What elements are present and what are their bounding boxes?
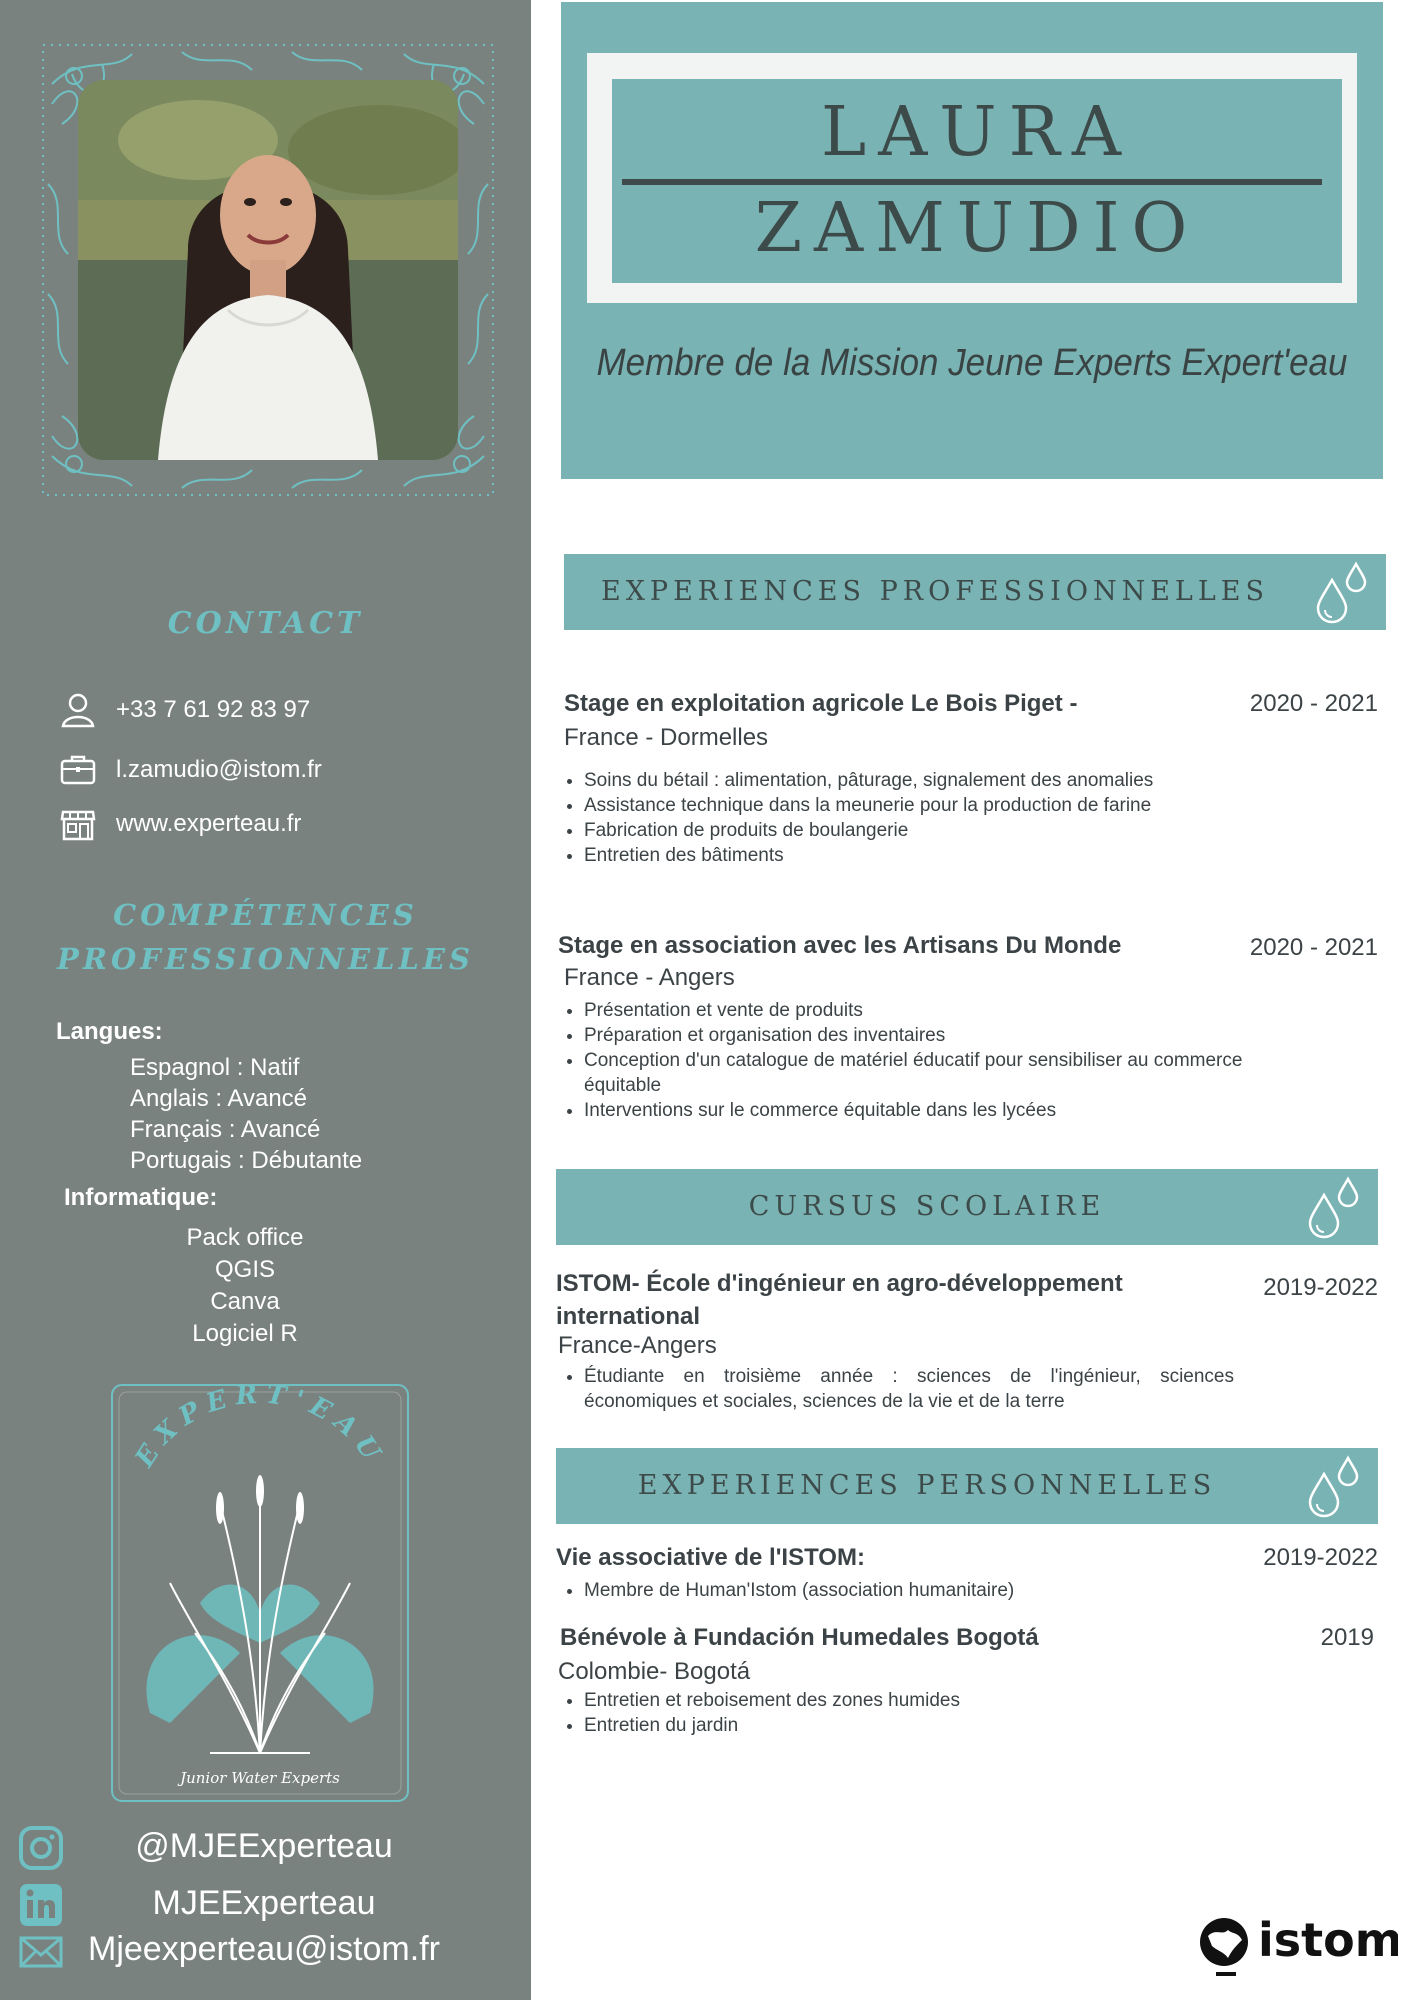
bullet-item: • Entretien et reboisement des zones humides <box>584 1688 1244 1713</box>
personal-2-date: 2019 <box>1320 1624 1374 1651</box>
logo-arc-text: EXPERT'EAU <box>129 1383 391 1473</box>
bullet-item: • Préparation et organisation des inventaires <box>584 1023 1246 1048</box>
name-box <box>612 79 1342 283</box>
contact-website[interactable] <box>58 802 301 846</box>
skills-title-line1: COMPÉTENCES <box>113 898 418 932</box>
language-item: Espagnol : Natif <box>130 1054 300 1081</box>
languages-label: Langues: <box>56 1018 163 1045</box>
languages-list <box>130 1052 362 1176</box>
personal-1-title: Vie associative de l'ISTOM: <box>556 1544 865 1571</box>
personal-1-bullets <box>562 1578 1244 1603</box>
it-list <box>130 1222 360 1350</box>
briefcase-icon <box>58 750 98 790</box>
bullet-item: • Conception d'un catalogue de matériel éducatif pour sensibiliser au commerce équitable <box>584 1048 1246 1098</box>
phone-text: +33 7 61 92 83 97 <box>116 696 311 723</box>
bullet-item: • Entretien des bâtiments <box>584 843 1244 868</box>
pro-1-bullets <box>562 768 1244 868</box>
social-email[interactable] <box>14 1926 514 1976</box>
storefront-icon <box>58 804 98 844</box>
it-item: QGIS <box>214 1256 275 1283</box>
instagram-handle[interactable]: @MJEExperteau <box>135 1827 393 1865</box>
it-item: Canva <box>210 1288 280 1315</box>
pro-2-bullets <box>562 998 1246 1123</box>
school-date: 2019-2022 <box>1263 1274 1378 1301</box>
bullet-item: • Soins du bétail : alimentation, pâturage, signalement des anomalies <box>584 768 1244 793</box>
section-bar-pro <box>564 554 1386 630</box>
bullet-item: • Assistance technique dans la meunerie pour la production de farine <box>584 793 1244 818</box>
language-item: Portugais : Débutante <box>130 1147 363 1174</box>
user-icon <box>58 690 98 730</box>
school-place: France-Angers <box>558 1332 717 1359</box>
pro-2-date: 2020 - 2021 <box>1249 934 1378 961</box>
name-divider <box>622 179 1322 185</box>
water-drops-icon <box>1302 1175 1366 1239</box>
bullet-item: • Membre de Human'Istom (association humanitaire) <box>584 1578 1244 1603</box>
pro-1-title: Stage en exploitation agricole Le Bois Piget - <box>564 690 1078 717</box>
bullet-item: • Fabrication de produits de boulangerie <box>584 818 1244 843</box>
profile-photo <box>78 80 458 460</box>
istom-logo <box>1198 1906 1398 1986</box>
linkedin-handle[interactable]: MJEExperteau <box>152 1884 376 1922</box>
bullet-item: • Étudiante en troisième année : sciences de l'ingénieur, sciences économiques et sociales, sciences de la vie et de la terre <box>584 1364 1234 1414</box>
section-title-school: CURSUS SCOLAIRE <box>748 1191 1106 1222</box>
personal-2-bullets <box>562 1688 1244 1738</box>
section-title-personal: EXPERIENCES PERSONNELLES <box>637 1470 1217 1501</box>
school-title-line1: ISTOM- École d'ingénieur en agro-développement <box>556 1270 1123 1297</box>
personal-1-date: 2019-2022 <box>1263 1544 1378 1571</box>
section-title-pro: EXPERIENCES PROFESSIONNELLES <box>600 576 1269 607</box>
social-instagram[interactable] <box>14 1823 514 1873</box>
bullet-item: • Entretien du jardin <box>584 1713 1244 1738</box>
it-item: Logiciel R <box>192 1320 298 1347</box>
social-linkedin[interactable] <box>14 1880 514 1930</box>
language-item: Anglais : Avancé <box>130 1085 308 1112</box>
language-item: Français : Avancé <box>130 1116 321 1143</box>
logo-tagline: Junior Water Experts <box>180 1769 340 1787</box>
personal-2-title: Bénévole à Fundación Humedales Bogotá <box>560 1624 1039 1651</box>
school-title-line2: international <box>556 1303 701 1330</box>
name-frame <box>587 53 1357 303</box>
section-bar-personal <box>556 1448 1378 1524</box>
pro-2-place: France - Angers <box>564 964 735 991</box>
skills-title-line2: PROFESSIONNELLES <box>57 942 474 976</box>
bullet-item: • Interventions sur le commerce équitable dans les lycées <box>584 1098 1246 1123</box>
contact-phone <box>58 688 310 732</box>
photo-frame <box>42 44 494 496</box>
contact-title: CONTACT <box>167 606 364 641</box>
personal-2-place: Colombie- Bogotá <box>558 1658 751 1685</box>
header-banner <box>561 2 1383 479</box>
it-label: Informatique: <box>64 1184 218 1211</box>
it-item: Pack office <box>186 1224 304 1251</box>
svg-text:EXPERT'EAU <box>129 1383 390 1473</box>
last-name: ZAMUDIO <box>754 189 1200 268</box>
website-link[interactable]: www.experteau.fr <box>116 810 302 837</box>
bullet-item: • Présentation et vente de produits <box>584 998 1246 1023</box>
first-name: LAURA <box>821 93 1133 172</box>
contact-email[interactable] <box>58 748 322 792</box>
istom-wordmark: istom <box>1258 1913 1398 1967</box>
water-drops-icon <box>1310 560 1374 624</box>
section-bar-school <box>556 1169 1378 1245</box>
email-link[interactable]: l.zamudio@istom.fr <box>116 756 322 783</box>
contact-email-address[interactable]: Mjeexperteau@istom.fr <box>88 1930 440 1968</box>
pro-2-title: Stage en association avec les Artisans Du Monde <box>558 932 1122 959</box>
tagline: Membre de la Mission Jeune Experts Expert'eau <box>596 342 1348 384</box>
pro-1-date: 2020 - 2021 <box>1249 690 1378 717</box>
water-drops-icon <box>1302 1454 1366 1518</box>
experteau-logo <box>110 1383 410 1803</box>
school-bullets <box>562 1364 1234 1414</box>
pro-1-place: France - Dormelles <box>564 724 769 751</box>
sidebar <box>0 0 531 2000</box>
